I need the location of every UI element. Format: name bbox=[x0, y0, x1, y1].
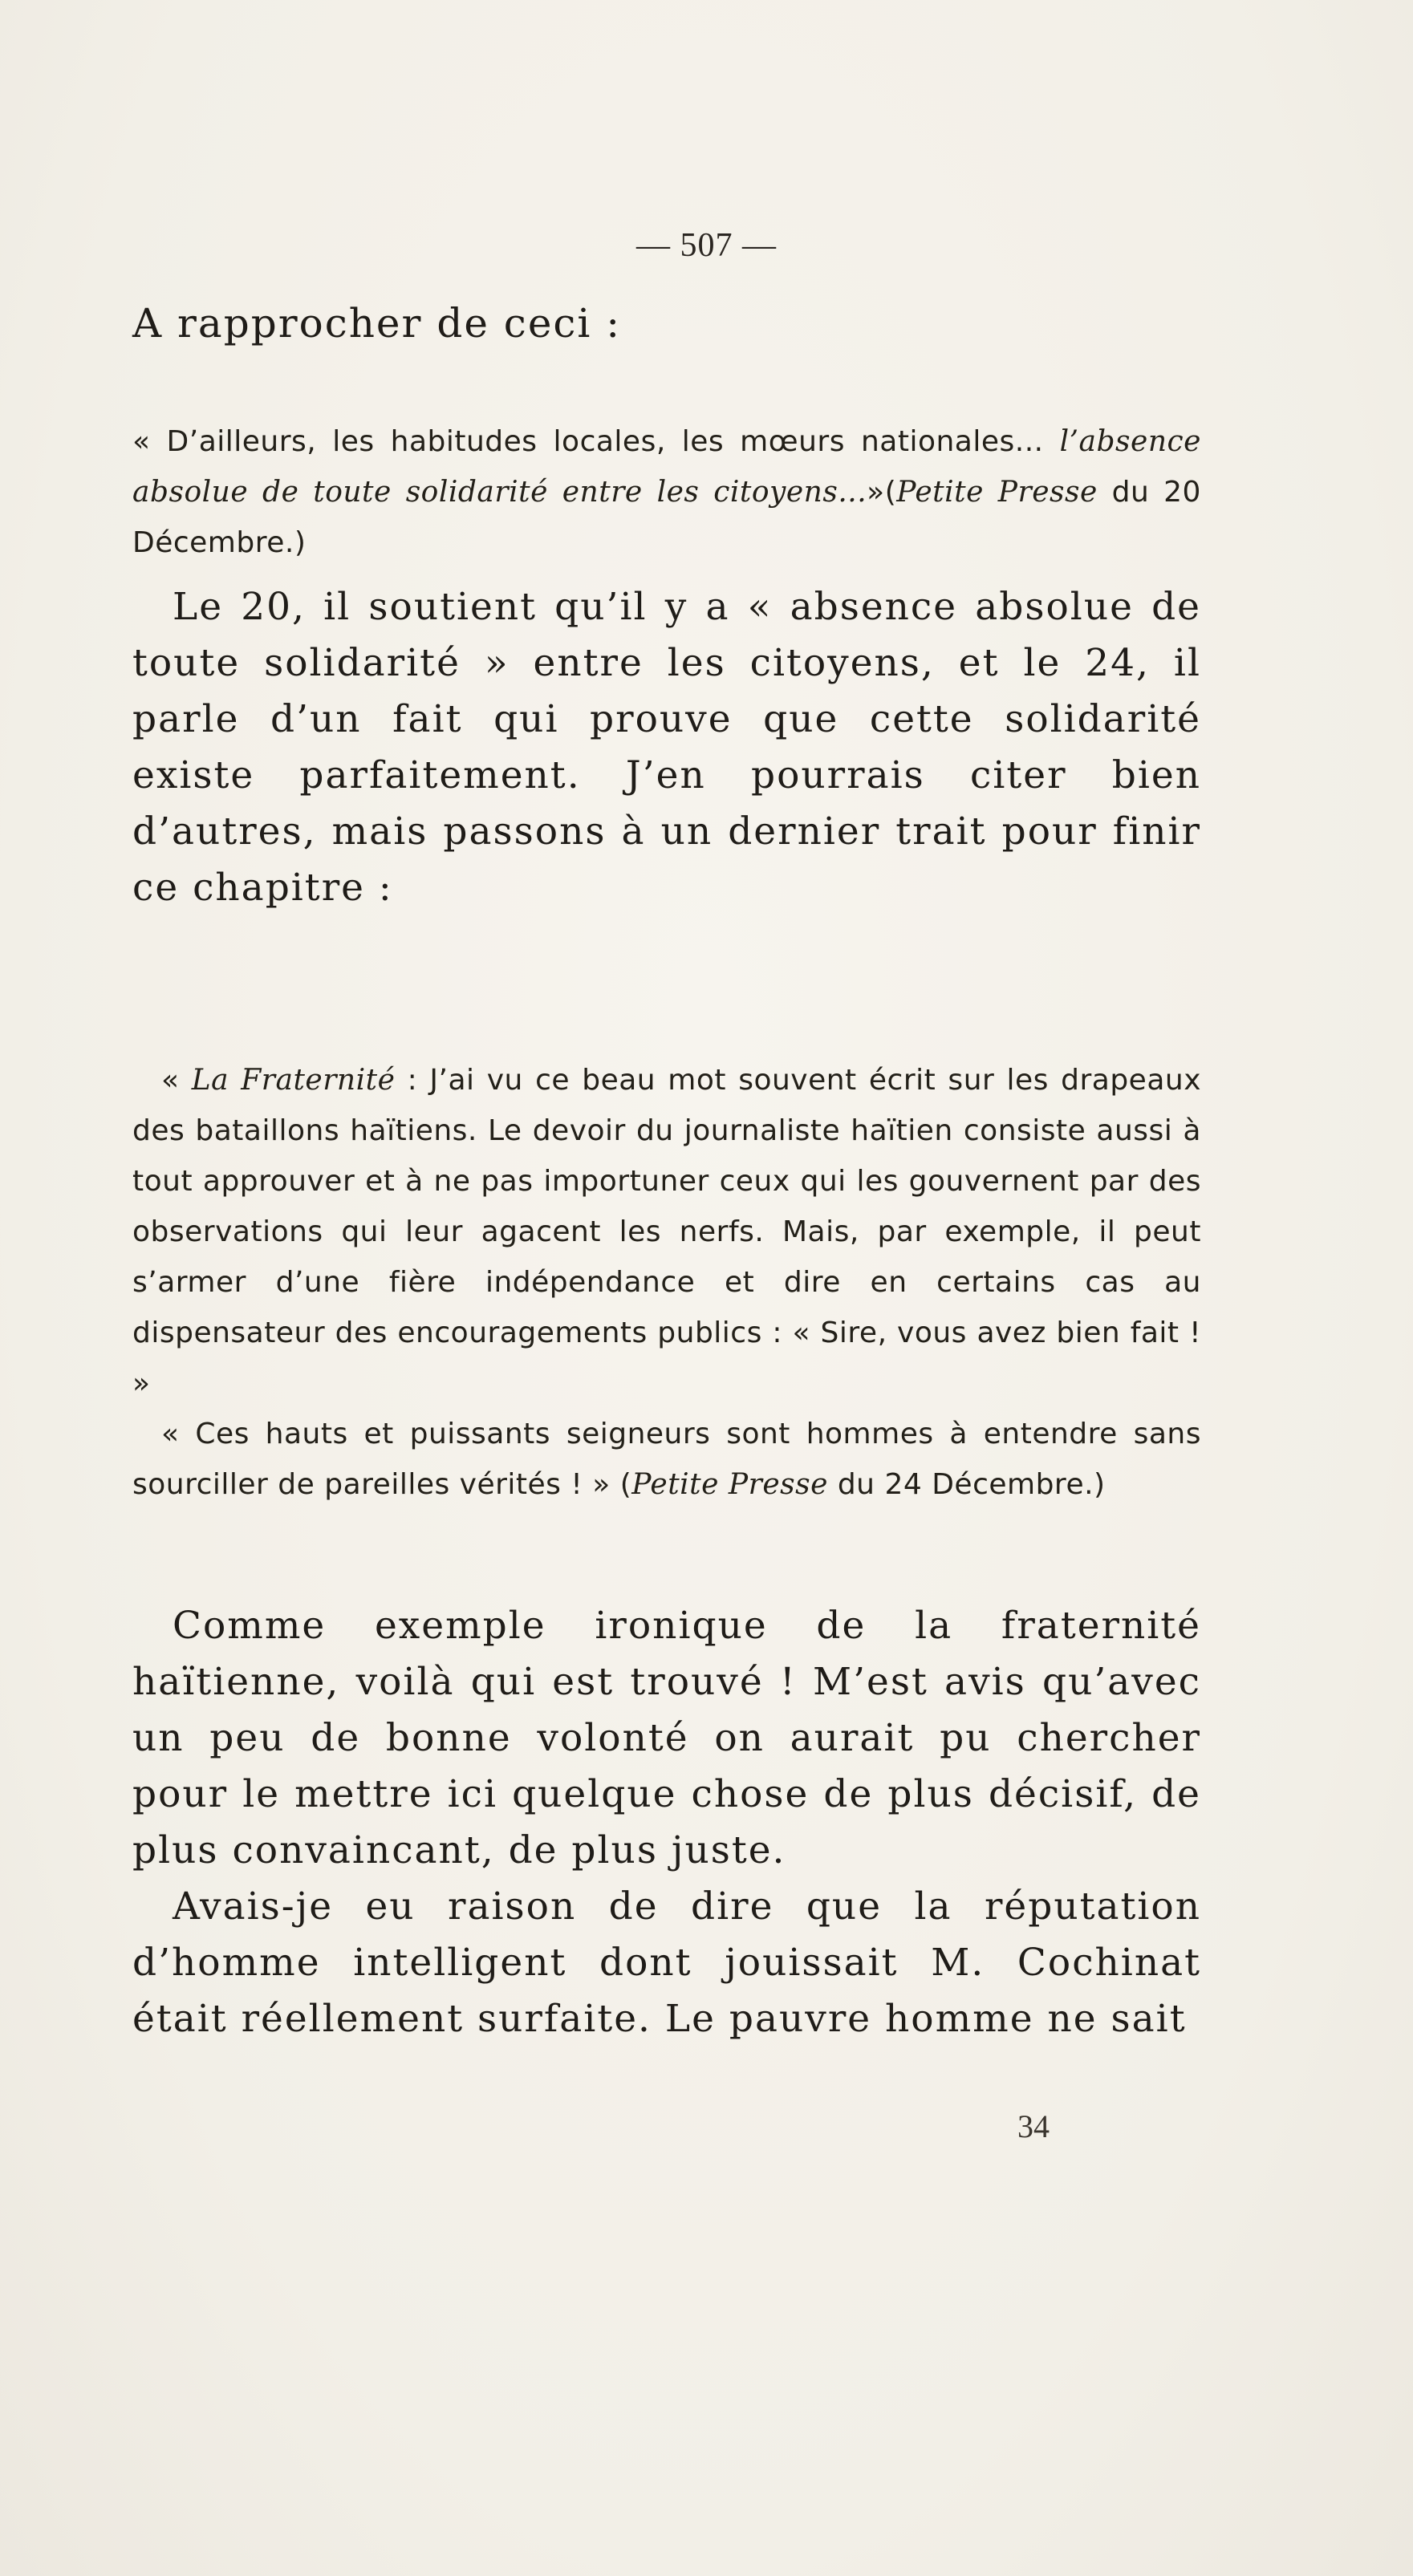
source-date: du 24 Décembre.) bbox=[827, 1468, 1106, 1501]
body-paragraph-1 bbox=[132, 579, 1201, 916]
quote-open: « bbox=[161, 1064, 192, 1097]
lead-sentence: A rapprocher de ceci : bbox=[132, 300, 622, 347]
quote-text: « D’ailleurs, les habitudes locales, les mœurs nationales... bbox=[132, 425, 1060, 458]
page-number: — 507 — bbox=[636, 227, 777, 264]
quote-petite-presse-24 bbox=[132, 1055, 1201, 1510]
body-paragraph-group-2 bbox=[132, 1598, 1201, 2047]
body-paragraph: Comme exemple ironique de la fraternité haïtienne, voilà qui est trouvé ! M’est avis qu’avec un peu de bonne volonté on aurait pu chercher pour le mettre ici quelque chose de plus décisif, de plus convaincant, de plus juste. bbox=[132, 1604, 1201, 1872]
quote-text: « Ces hauts et puissants seigneurs sont hommes à entendre sans sourciller de pareilles vérités ! » ( bbox=[132, 1418, 1201, 1501]
quote-petite-presse-20 bbox=[132, 416, 1201, 568]
quote-paragraph bbox=[132, 1055, 1201, 1409]
quote-paragraph bbox=[132, 1409, 1201, 1510]
quote-italic-text: La Fraternité bbox=[191, 1064, 396, 1097]
source-title: Petite Presse bbox=[631, 1468, 828, 1501]
quote-paragraph bbox=[132, 416, 1201, 568]
quote-italic-text: l’absence absolue de toute solidarité entre les citoyens... bbox=[132, 425, 1201, 509]
source-title: Petite Presse bbox=[896, 476, 1098, 509]
quote-text: : J’ai vu ce beau mot souvent écrit sur les drapeaux des bataillons haïtiens. Le devoir du journaliste haïtien consiste aussi à tout approuver et à ne pas importuner ceux qui les gouvernent par des observations qui leur agacent les nerfs. Mais, par exemple, il peut s’armer d’une fière indépendance et dire en certains cas au dispensateur des encouragements publics : « Sire, vous avez bien fait ! » bbox=[132, 1064, 1202, 1400]
quote-text: »( bbox=[867, 476, 897, 509]
body-paragraph: Le 20, il soutient qu’il y a « absence absolue de toute solidarité » entre les citoyens, et le 24, il parle d’un fait qui prouve que cette solidarité existe parfaitement. J’en pourrais citer bien d’autres, mais passons à un dernier trait pour finir ce chapitre : bbox=[132, 585, 1201, 910]
printer-signature: 34 bbox=[1017, 2108, 1050, 2144]
body-paragraph: Avais-je eu raison de dire que la réputation d’homme intelligent dont jouissait M. Cochinat était réellement surfaite. Le pauvre homme ne sait bbox=[132, 1884, 1201, 2041]
source-date: du 20 Décembre.) bbox=[132, 476, 1201, 559]
